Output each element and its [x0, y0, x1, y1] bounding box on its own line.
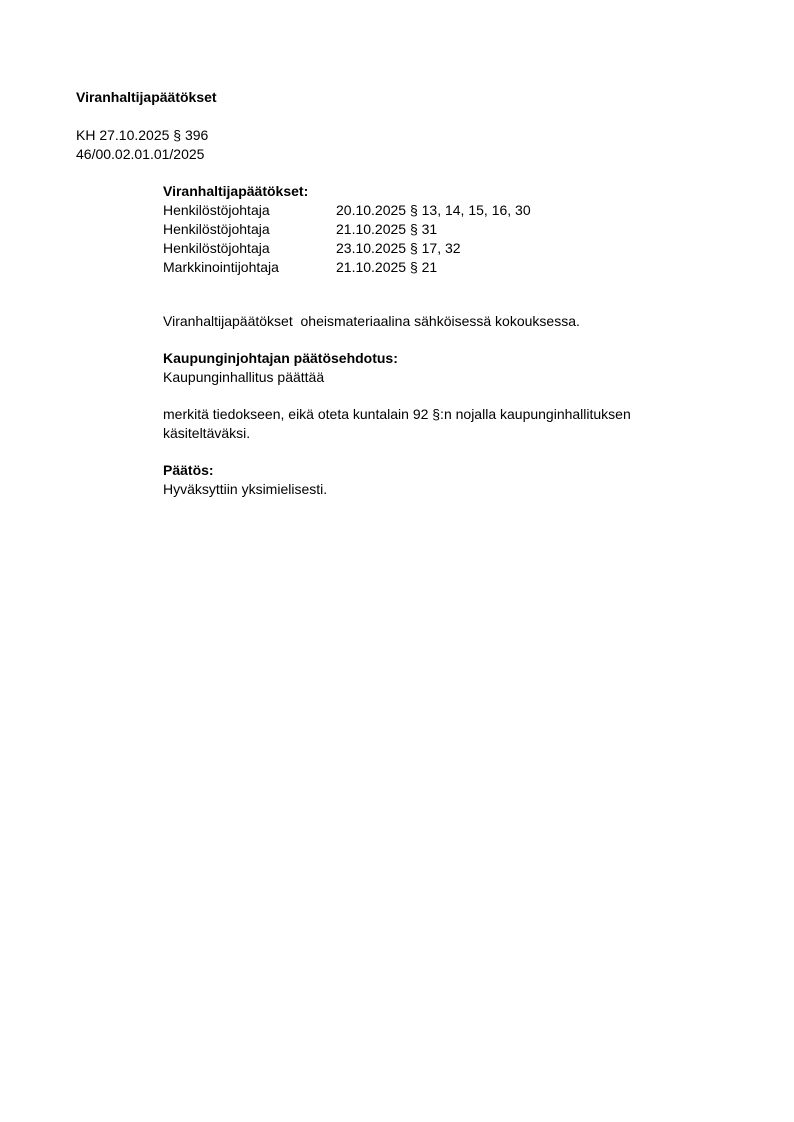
decision-reference: 21.10.2025 § 31: [336, 221, 438, 237]
proposal-intro: Kaupunginhallitus päättää: [163, 369, 325, 385]
decision-role: Henkilöstöjohtaja: [163, 240, 270, 256]
meeting-reference: KH 27.10.2025 § 396: [76, 127, 209, 143]
decision-row: [163, 239, 531, 258]
proposal-heading: Kaupunginjohtajan päätösehdotus:: [163, 350, 398, 366]
decision-role: Henkilöstöjohtaja: [163, 202, 270, 218]
file-reference: 46/00.02.01.01/2025: [76, 146, 205, 162]
decision-row: [163, 220, 531, 239]
attachment-note: Viranhaltijapäätökset oheismateriaalina sähköisessä kokouksessa.: [163, 313, 580, 329]
document-title: Viranhaltijapäätökset: [76, 89, 217, 105]
decision-role: Markkinointijohtaja: [163, 259, 279, 275]
decisions-list: [163, 182, 531, 277]
decision-heading: Päätös:: [163, 462, 214, 478]
decision-role: Henkilöstöjohtaja: [163, 221, 270, 237]
decision-reference: 23.10.2025 § 17, 32: [336, 240, 461, 256]
decisions-heading: Viranhaltijapäätökset:: [163, 183, 309, 199]
decision-row: [163, 201, 531, 220]
decision-reference: 20.10.2025 § 13, 14, 15, 16, 30: [336, 202, 531, 218]
proposal-text: merkitä tiedokseen, eikä oteta kuntalain 92 §:n nojalla kaupunginhallituksen käsiteltäväksi.: [163, 406, 631, 441]
decision-row: [163, 258, 531, 277]
decision-result: Hyväksyttiin yksimielisesti.: [163, 481, 328, 497]
decision-reference: 21.10.2025 § 21: [336, 259, 438, 275]
